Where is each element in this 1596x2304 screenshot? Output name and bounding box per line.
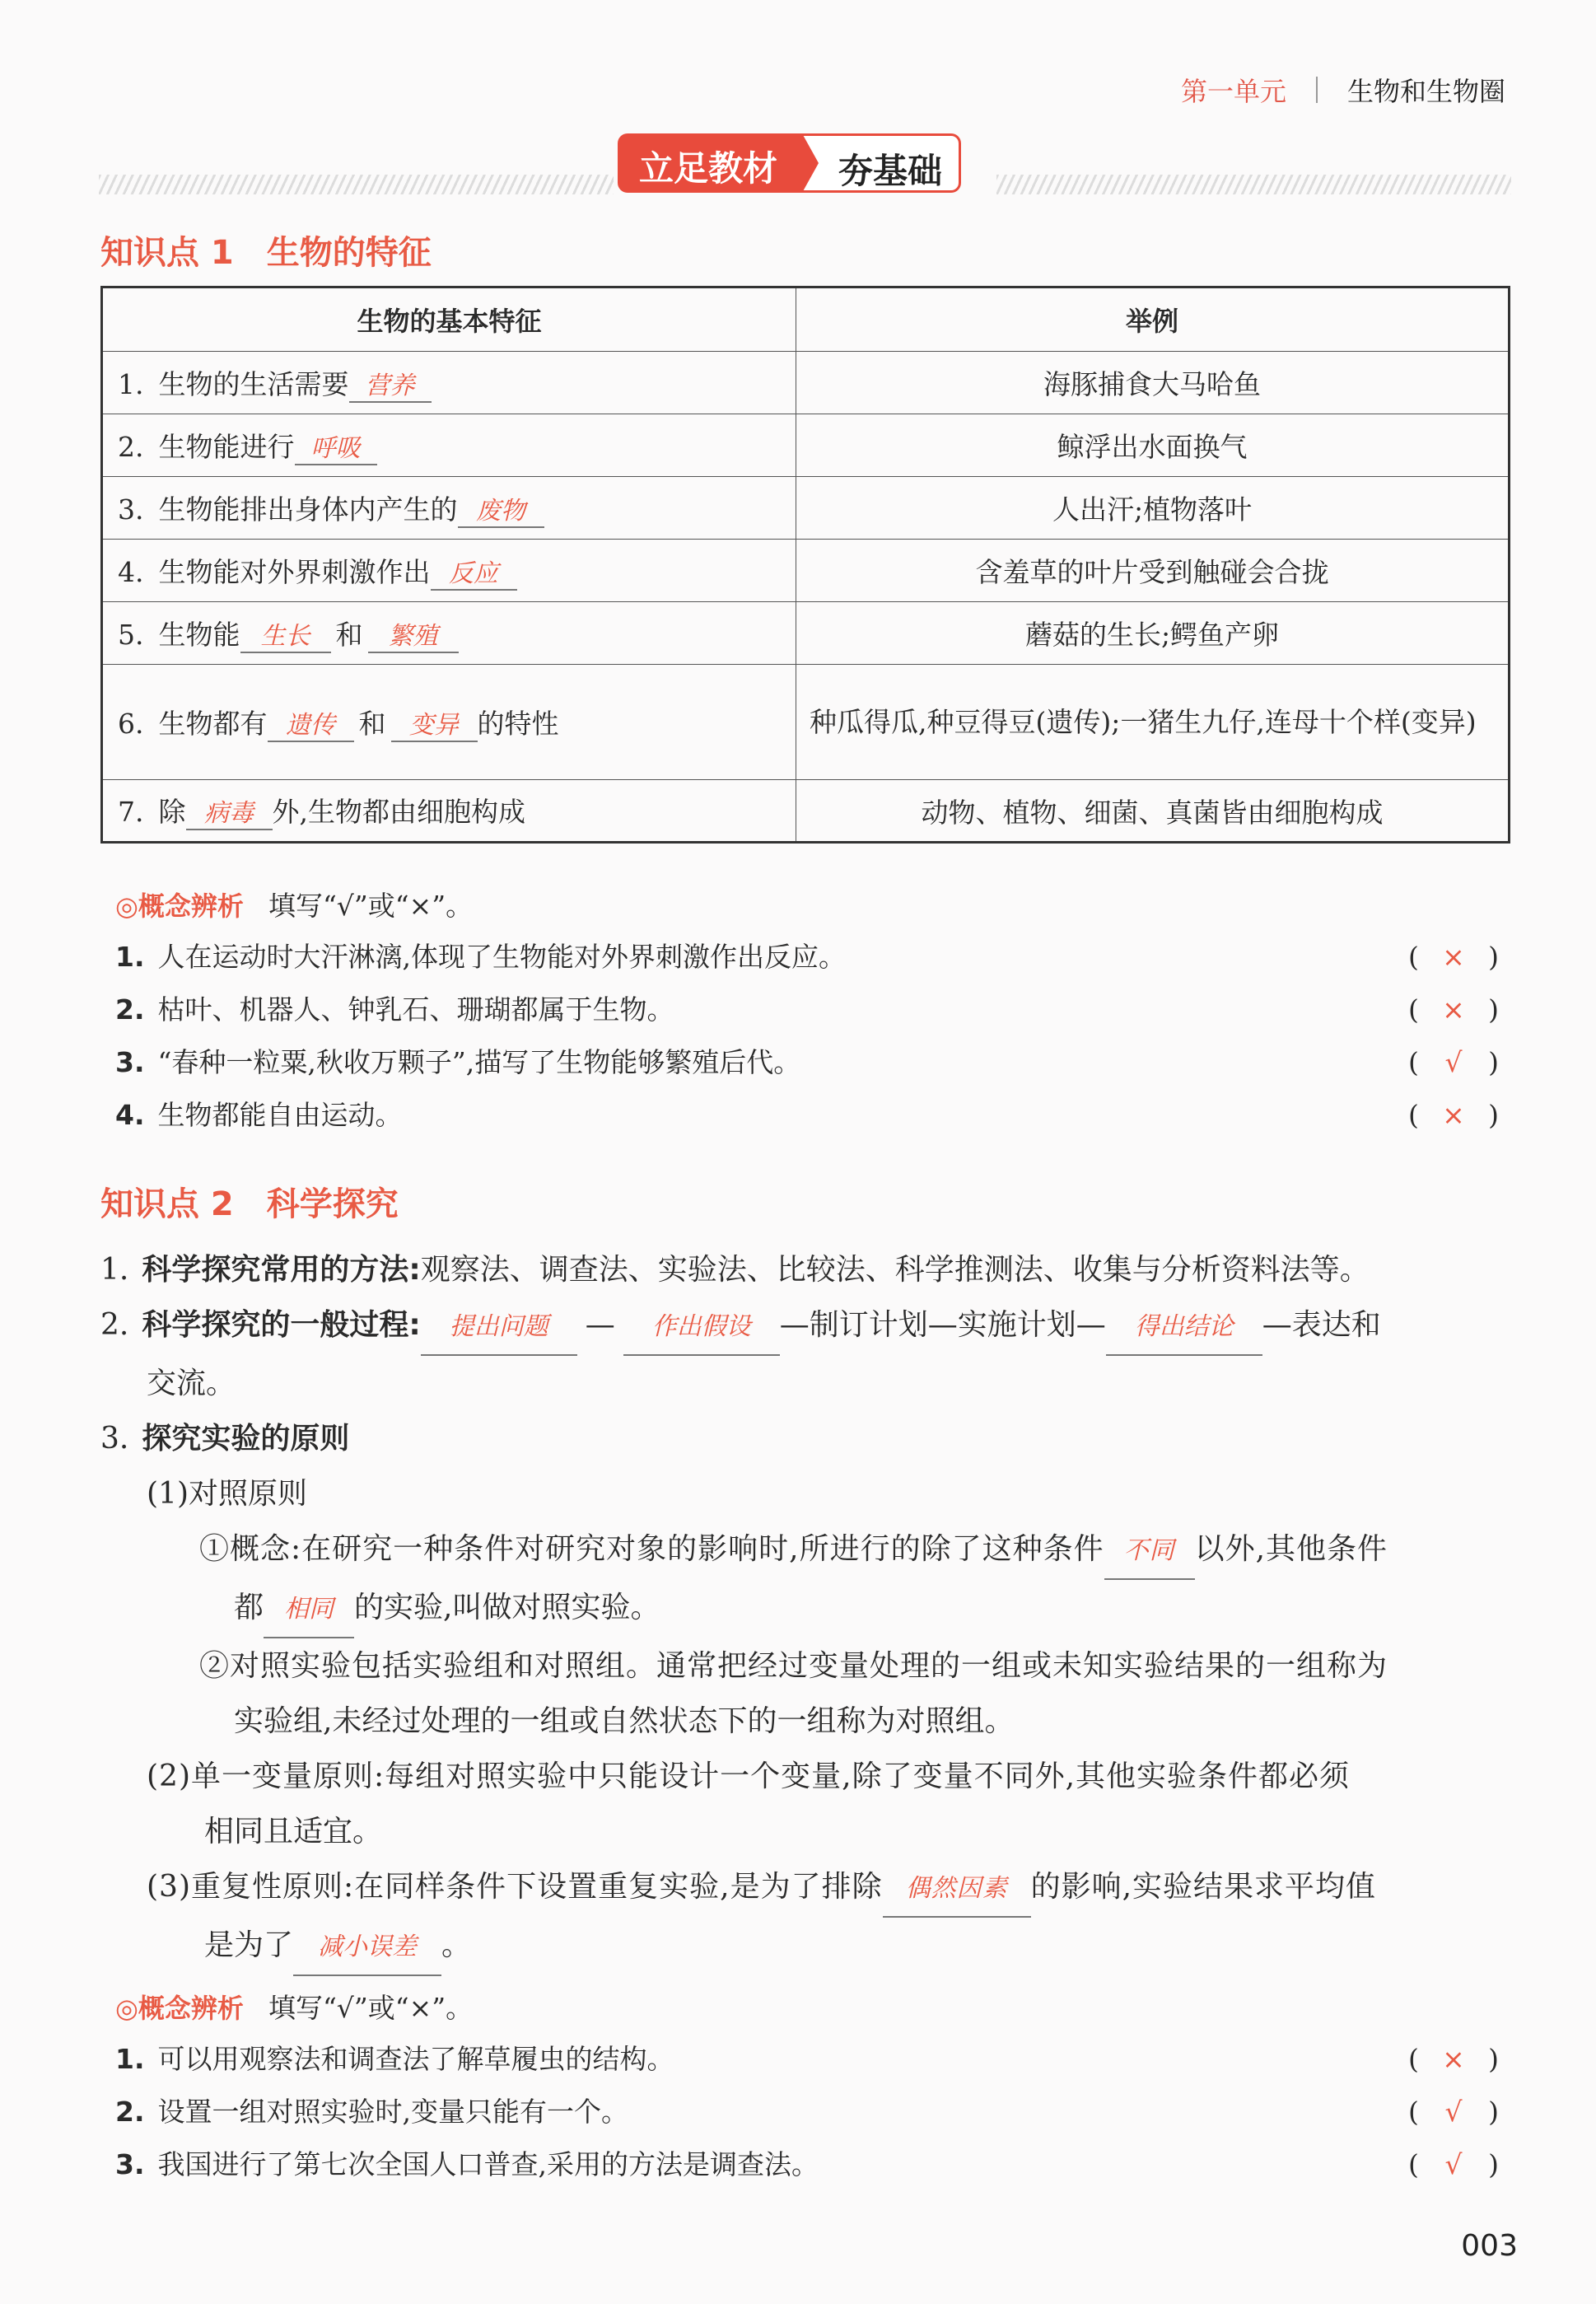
item-text: 是为了 <box>204 1928 294 1962</box>
quiz-number: 3. <box>115 1046 145 1078</box>
answer-paren: ( √ ) <box>1408 1036 1499 1089</box>
item-text: 的实验,叫做对照实验。 <box>354 1591 660 1624</box>
answer-paren: ( × ) <box>1408 2033 1499 2086</box>
principle-3 <box>100 1859 1517 1918</box>
item-text: 观察法、调查法、实验法、比较法、科学推测法、收集与分析资料法等。 <box>420 1253 1370 1287</box>
answer-blank: 繁殖 <box>368 615 459 653</box>
answer-blank: 反应 <box>431 553 517 591</box>
col-header-feature: 生物的基本特征 <box>102 287 796 352</box>
answer-blank: 偶然因素 <box>883 1861 1031 1918</box>
method-line <box>100 1242 1517 1297</box>
quiz-item <box>115 2033 1515 2086</box>
principle-2-cont: 相同且适宜。 <box>204 1815 383 1848</box>
row-number: 2. <box>118 430 144 463</box>
answer-blank: 呼吸 <box>295 428 377 465</box>
feature-cell <box>102 414 796 477</box>
row-number: 1. <box>118 367 144 400</box>
quiz-item <box>115 2086 1515 2138</box>
answer-mark: √ <box>1444 2096 1463 2128</box>
feature-cell <box>102 665 796 780</box>
table-row <box>102 477 1510 540</box>
kp1-heading <box>100 227 432 273</box>
quiz-text: 设置一组对照实验时,变量只能有一个。 <box>157 2096 628 2128</box>
feature-text: 和 <box>358 707 386 740</box>
quiz-number: 1. <box>115 2043 145 2075</box>
table-row <box>102 602 1510 665</box>
feature-text: 除 <box>158 796 186 828</box>
quiz-number: 1. <box>115 941 145 973</box>
process-line-cont: 交流。 <box>147 1367 236 1400</box>
unit-label: 第一单元 <box>1180 76 1286 107</box>
item-text: — <box>585 1308 615 1342</box>
banner-right-text: 夯基础 <box>802 133 961 193</box>
answer-paren: ( × ) <box>1408 984 1499 1036</box>
answer-paren: ( √ ) <box>1408 2086 1499 2138</box>
answer-mark: √ <box>1444 2148 1463 2180</box>
feature-cell <box>102 477 796 540</box>
answer-blank: 病毒 <box>186 792 273 830</box>
answer-blank: 作出假设 <box>623 1299 780 1356</box>
feature-cell <box>102 540 796 602</box>
example-cell: 鲸浮出水面换气 <box>796 414 1510 477</box>
feature-text: 生物的生活需要 <box>158 367 349 400</box>
example-cell: 种瓜得瓜,种豆得豆(遗传);一猪生九仔,连母十个样(变异) <box>796 665 1510 780</box>
table-row <box>102 780 1510 843</box>
page-number: 003 <box>1461 2229 1518 2263</box>
chapter-title: 生物和生物圈 <box>1346 76 1505 107</box>
principle-line <box>100 1411 1517 1466</box>
principle-3-cont <box>100 1918 1517 1976</box>
quiz-item <box>115 931 1515 984</box>
quiz-text: 人在运动时大汗淋漓,体现了生物能对外界刺激作出反应。 <box>157 941 846 973</box>
principle-2: (2)单一变量原则:每组对照实验中只能设计一个变量,除了变量不同外,其他实验条件都必须 <box>147 1760 1351 1793</box>
banner-left-text: 立足教材 <box>618 133 802 193</box>
row-number: 3. <box>118 493 144 526</box>
quiz-instruction: 填写“√”或“×”。 <box>268 1992 474 2024</box>
item-text: 都 <box>234 1591 264 1624</box>
row-number: 4. <box>118 555 144 588</box>
principle-1a-cont <box>100 1580 1517 1638</box>
quiz-item <box>115 984 1515 1036</box>
answer-blank: 营养 <box>349 365 432 403</box>
principle-1-title: (1)对照原则 <box>147 1477 307 1511</box>
answer-mark: × <box>1442 1099 1465 1131</box>
answer-mark: × <box>1442 993 1465 1026</box>
feature-text: 生物能进行 <box>158 430 295 463</box>
process-line <box>100 1297 1517 1356</box>
answer-blank: 遗传 <box>268 704 354 742</box>
kp2-body <box>100 1242 1517 1976</box>
quiz-number: 3. <box>115 2148 145 2180</box>
quiz-text: “春种一粒粟,秋收万颗子”,描写了生物能够繁殖后代。 <box>157 1046 801 1078</box>
table-row <box>102 540 1510 602</box>
quiz-text: 枯叶、机器人、钟乳石、珊瑚都属于生物。 <box>157 993 674 1026</box>
feature-text: 生物能排出身体内产生的 <box>158 493 458 526</box>
answer-mark: × <box>1442 941 1465 973</box>
answer-paren: ( √ ) <box>1408 2138 1499 2191</box>
row-number: 5. <box>118 618 144 651</box>
example-cell: 海豚捕食大马哈鱼 <box>796 352 1510 414</box>
quiz-number: 2. <box>115 993 145 1026</box>
answer-blank: 减小误差 <box>293 1919 441 1976</box>
item-text: 以外,其他条件 <box>1194 1532 1388 1566</box>
answer-blank: 生长 <box>240 615 331 653</box>
kp1-title: 生物的特征 <box>266 234 432 272</box>
table-row <box>102 414 1510 477</box>
feature-cell <box>102 780 796 843</box>
quiz-number: 2. <box>115 2096 145 2128</box>
kp1-label: 知识点 1 <box>100 234 234 272</box>
section-banner <box>99 133 1511 191</box>
example-cell: 蘑菇的生长;鳄鱼产卵 <box>796 602 1510 665</box>
col-header-example: 举例 <box>796 287 1510 352</box>
banner-title <box>618 133 961 193</box>
concept-quiz-1 <box>115 881 1515 1142</box>
example-cell: 人出汗;植物落叶 <box>796 477 1510 540</box>
quiz-title: ◎概念辨析 <box>115 1993 244 2024</box>
kp2-title: 科学探究 <box>266 1185 399 1223</box>
quiz-item <box>115 2138 1515 2191</box>
feature-text: 生物能 <box>158 618 240 651</box>
item-text: —制订计划—实施计划— <box>779 1308 1106 1342</box>
answer-paren: ( × ) <box>1408 931 1499 984</box>
banner-hatch-right <box>996 175 1511 194</box>
quiz-item <box>115 1089 1515 1142</box>
item-heading: 科学探究的一般过程: <box>142 1308 421 1342</box>
quiz-text: 可以用观察法和调查法了解草履虫的结构。 <box>157 2043 674 2075</box>
quiz-title-row <box>115 881 1515 931</box>
item-text: —表达和 <box>1262 1308 1381 1342</box>
quiz-text: 生物都能自由运动。 <box>157 1099 403 1131</box>
feature-text: 生物都有 <box>158 707 268 740</box>
item-number: 3. <box>100 1422 129 1456</box>
item-heading: 科学探究常用的方法: <box>142 1253 421 1287</box>
item-text: 的影响,实验结果求平均值 <box>1030 1870 1377 1904</box>
concept-quiz-2 <box>115 1984 1515 2191</box>
row-number: 7. <box>118 796 144 828</box>
feature-cell <box>102 352 796 414</box>
feature-text: 和 <box>335 618 363 651</box>
page-header <box>1181 71 1505 109</box>
feature-text: 外,生物都由细胞构成 <box>272 796 525 828</box>
kp2-label: 知识点 2 <box>100 1185 234 1223</box>
table-row <box>102 665 1510 780</box>
answer-blank: 不同 <box>1104 1523 1195 1580</box>
item-text: (3)重复性原则:在同样条件下设置重复实验,是为了排除 <box>147 1870 883 1904</box>
kp2-heading <box>100 1178 399 1225</box>
answer-mark: √ <box>1444 1046 1463 1078</box>
feature-text: 的特性 <box>477 707 559 740</box>
feature-cell <box>102 602 796 665</box>
table-header-row <box>102 287 1510 352</box>
quiz-instruction: 填写“√”或“×”。 <box>268 890 474 922</box>
header-divider <box>1316 77 1318 103</box>
table-row <box>102 352 1510 414</box>
answer-blank: 变异 <box>391 704 478 742</box>
answer-mark: × <box>1442 2043 1465 2075</box>
answer-blank: 废物 <box>458 490 544 528</box>
item-heading: 探究实验的原则 <box>142 1422 350 1456</box>
principle-1b-cont: 实验组,未经过处理的一组或自然状态下的一组称为对照组。 <box>234 1704 1015 1738</box>
example-cell: 动物、植物、细菌、真菌皆由细胞构成 <box>796 780 1510 843</box>
item-number: 2. <box>100 1308 129 1342</box>
item-text: ①概念:在研究一种条件对研究对象的影响时,所进行的除了这种条件 <box>199 1532 1104 1566</box>
feature-text: 生物能对外界刺激作出 <box>158 555 431 588</box>
item-text: 。 <box>441 1928 472 1962</box>
row-number: 6. <box>118 707 144 740</box>
banner-hatch-left <box>99 175 614 194</box>
quiz-title: ◎概念辨析 <box>115 890 244 922</box>
principle-1b: ②对照实验包括实验组和对照组。通常把经过变量处理的一组或未知实验结果的一组称为 <box>199 1649 1388 1683</box>
answer-blank: 相同 <box>264 1582 354 1638</box>
item-number: 1. <box>100 1253 129 1287</box>
quiz-title-row <box>115 1984 1515 2033</box>
principle-1a <box>100 1521 1517 1580</box>
features-table <box>100 286 1510 844</box>
example-cell: 含羞草的叶片受到触碰会合拢 <box>796 540 1510 602</box>
quiz-text: 我国进行了第七次全国人口普查,采用的方法是调查法。 <box>157 2148 819 2180</box>
answer-blank: 得出结论 <box>1106 1299 1262 1356</box>
quiz-item <box>115 1036 1515 1089</box>
answer-paren: ( × ) <box>1408 1089 1499 1142</box>
quiz-number: 4. <box>115 1099 145 1131</box>
answer-blank: 提出问题 <box>421 1299 577 1356</box>
